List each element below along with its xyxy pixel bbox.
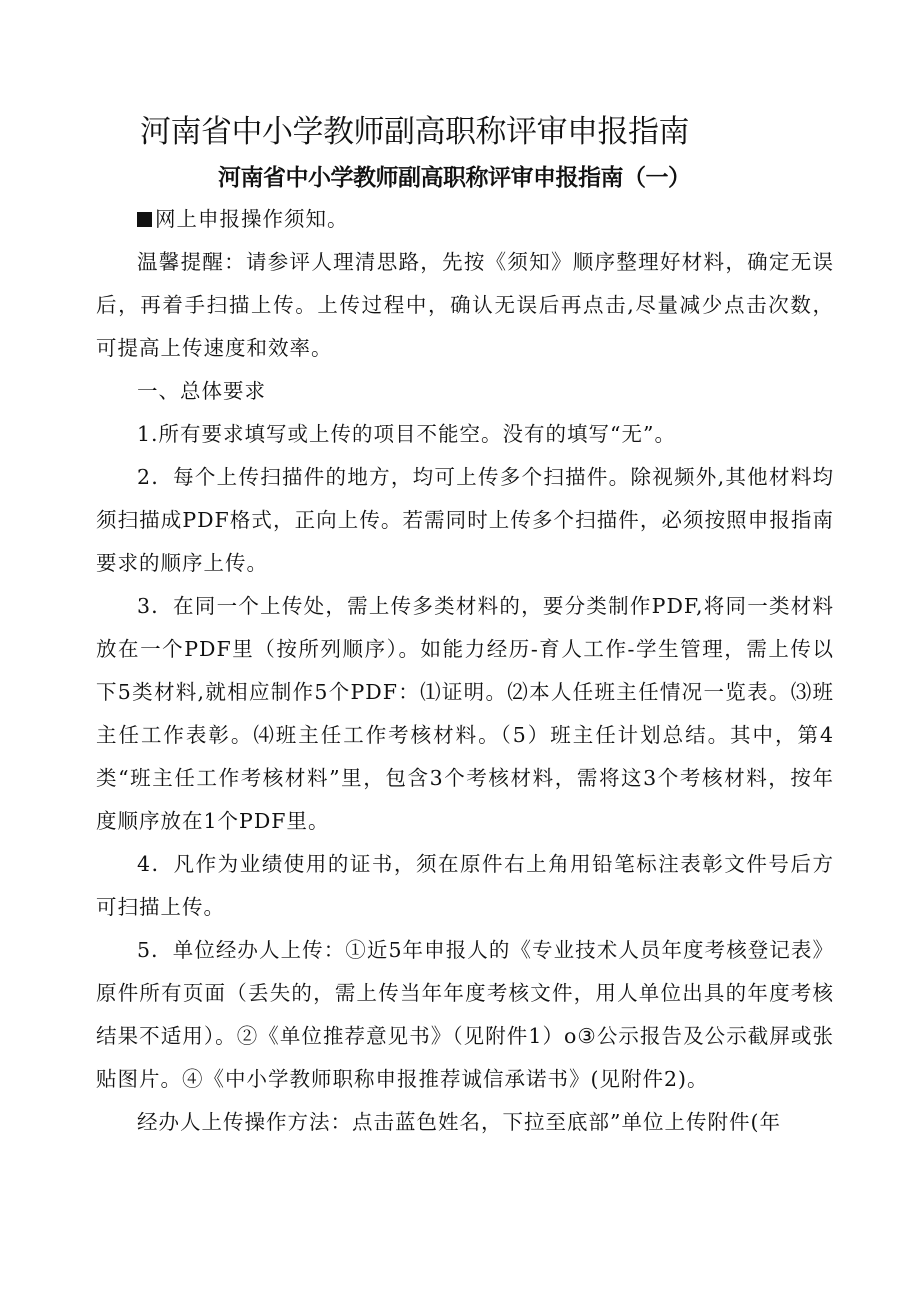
paragraph-item-2: 2．每个上传扫描件的地方，均可上传多个扫描件。除视频外,其他材料均须扫描成PDF格式，正向上传。若需同时上传多个扫描件，必须按照申报指南要求的顺序上传。	[96, 465, 834, 575]
paragraph-operator-method: 经办人上传操作方法：点击蓝色姓名，下拉至底部”单位上传附件(年	[137, 1110, 781, 1134]
notice-heading-text: 网上申报操作须知。	[155, 207, 349, 231]
paragraph-item-5: 5．单位经办人上传：①近5年申报人的《专业技术人员年度考核登记表》原件所有页面（丢失的，需上传当年年度考核文件，用人单位出具的年度考核结果不适用）。②《单位推荐意见书》（见附件1）o③公示报告及公示截屏或张贴图片。④《中小学教师职称申报推荐诚信承诺书》(见附件2)。	[96, 938, 834, 1091]
paragraph-item-1: 1.所有要求填写或上传的项目不能空。没有的填写“无”。	[137, 422, 677, 446]
document-title: 河南省中小学教师副高职称评审申报指南	[140, 114, 689, 150]
black-square-icon	[137, 212, 152, 227]
section-heading-general: 一、总体要求	[137, 379, 266, 403]
paragraph-item-3: 3．在同一个上传处，需上传多类材料的，要分类制作PDF,将同一类材料放在一个PDF里（按所列顺序）。如能力经历-育人工作-学生管理，需上传以下5类材料,就相应制作5个PDF：⑴证明。⑵本人任班主任情况一览表。⑶班主任工作表彰。⑷班主任工作考核材料。（5）班主任计划总结。其中，第4类“班主任工作考核材料”里，包含3个考核材料，需将这3个考核材料，按年度顺序放在1个PDF里。	[96, 594, 834, 833]
paragraph-item-4: 4．凡作为业绩使用的证书，须在原件右上角用铅笔标注表彰文件号后方可扫描上传。	[96, 852, 834, 919]
document-body	[96, 198, 834, 1144]
paragraph-reminder: 温馨提醒：请参评人理清思路，先按《须知》顺序整理好材料，确定无误后，再着手扫描上传。上传过程中，确认无误后再点击,尽量减少点击次数，可提高上传速度和效率。	[96, 250, 834, 360]
notice-heading	[96, 198, 834, 241]
document-subtitle: 河南省中小学教师副高职称评审申报指南（一）	[218, 165, 691, 191]
